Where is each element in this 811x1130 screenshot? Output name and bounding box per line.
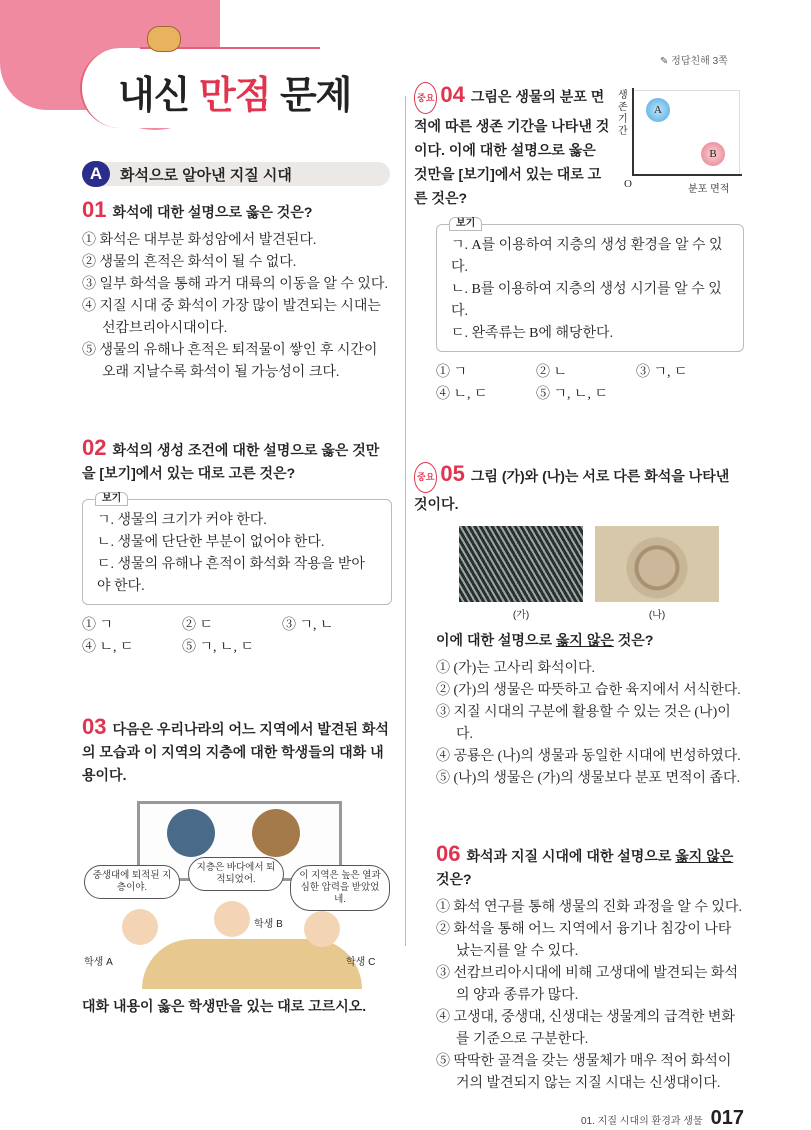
option[interactable]: ③ ㄱ, ㄷ	[636, 365, 688, 380]
footer	[414, 1107, 744, 1130]
option[interactable]: ② 생물의 흔적은 화석이 될 수 없다.	[82, 255, 297, 270]
students-illustration	[82, 797, 390, 989]
point-a: A	[646, 98, 670, 122]
option[interactable]: ③ 지질 시대의 구분에 활용할 수 있는 것은 (나)이다.	[436, 705, 731, 742]
q04-header	[414, 82, 744, 210]
option[interactable]: ④ ㄴ, ㄷ	[82, 640, 134, 655]
q03-question: 대화 내용이 옳은 학생만을 있는 대로 고르시오.	[82, 998, 367, 1014]
speech-bubble-c: 이 지역은 높은 열과 심한 압력을 받았었네.	[290, 865, 390, 911]
q04-bogi-box	[436, 218, 744, 352]
q02-options	[82, 615, 392, 659]
column-divider	[405, 96, 406, 946]
q05-options	[436, 658, 744, 790]
q04-options	[436, 362, 744, 406]
bogi-item: ㄴ. 생물에 단단한 부분이 없어야 한다.	[97, 535, 325, 550]
x-axis-label: 분포 면적	[688, 184, 730, 195]
student-b-label: 학생 B	[254, 919, 283, 930]
option[interactable]: ② ㄷ	[182, 618, 214, 633]
question-03: 03 다음은 우리나라의 어느 지역에서 발견된 화석의 모습과 이 지역의 지층에 대한 학생들의 대화 내용이다.	[82, 714, 389, 783]
page-title: 내신 만점 문제	[118, 75, 352, 117]
question-06: 06 화석과 지질 시대에 대한 설명으로 옳지 않은 것은?	[436, 841, 734, 887]
fern-fossil-image	[459, 526, 583, 602]
option[interactable]: ⑤ 딱딱한 골격을 갖는 생물체가 매우 적어 화석이 거의 발견되지 않는 지질 시대는 신생대이다.	[436, 1054, 732, 1091]
question-01: 01 화석에 대한 설명으로 옳은 것은?	[82, 197, 313, 222]
speech-bubble-a: 중생대에 퇴적된 지층이야.	[84, 865, 180, 899]
section-letter: A	[82, 161, 110, 187]
point-b: B	[701, 142, 725, 166]
option[interactable]: ④ 고생대, 중생대, 신생대는 생물계의 급격한 변화를 기준으로 구분한다.	[436, 1010, 735, 1047]
question-02: 02 화석의 생성 조건에 대한 설명으로 옳은 것만을 [보기]에서 있는 대로 고른 것은?	[82, 435, 380, 481]
left-column	[82, 198, 392, 1018]
question-05: 중요 05 그림 (가)와 (나)는 서로 다른 화석을 나타낸 것이다.	[414, 461, 730, 512]
caption-b: (나)	[648, 610, 666, 621]
right-column	[414, 82, 744, 1130]
option[interactable]: ③ 선캄브리아시대에 비해 고생대에 발견되는 화석의 양과 종류가 많다.	[436, 966, 738, 1003]
footer-chapter: 01. 지질 시대의 환경과 생물	[581, 1116, 703, 1127]
option[interactable]: ② 화석을 통해 어느 지역에서 융기나 침강이 나타났는지를 알 수 있다.	[436, 922, 732, 959]
figure-a	[459, 526, 583, 621]
q04-chart	[618, 86, 744, 194]
option[interactable]: ① ㄱ	[82, 618, 114, 633]
page-number: 017	[710, 1107, 744, 1129]
bogi-item: ㄱ. A를 이용하여 지층의 생성 환경을 알 수 있다.	[451, 238, 723, 275]
bogi-item: ㄱ. 생물의 크기가 커야 한다.	[97, 513, 267, 528]
q05-question: 이에 대한 설명으로 옳지 않은 것은?	[436, 632, 654, 648]
q01-options	[82, 230, 392, 384]
bogi-item: ㄴ. B를 이용하여 지층의 생성 시기를 알 수 있다.	[451, 282, 722, 319]
option[interactable]: ③ ㄱ, ㄴ	[282, 618, 334, 633]
ammonite-fossil-image	[595, 526, 719, 602]
q05-images	[459, 526, 744, 621]
student-c-label: 학생 C	[346, 957, 376, 968]
section-title: 화석으로 알아낸 지질 시대	[120, 167, 292, 184]
caption-a: (가)	[512, 610, 530, 621]
option[interactable]: ① (가)는 고사리 화석이다.	[436, 661, 596, 676]
option[interactable]: ⑤ ㄱ, ㄴ, ㄷ	[182, 640, 255, 655]
option[interactable]: ③ 일부 화석을 통해 과거 대륙의 이동을 알 수 있다.	[82, 277, 388, 292]
y-axis-label: 생존 기간	[618, 90, 628, 137]
option[interactable]: ④ 지질 시대 중 화석이 가장 많이 발견되는 시대는 선캄브리아시대이다.	[82, 299, 381, 336]
option[interactable]: ② (가)의 생물은 따뜻하고 습한 육지에서 서식한다.	[436, 683, 741, 698]
option[interactable]: ① ㄱ	[436, 365, 468, 380]
option[interactable]: ① 화석 연구를 통해 생물의 진화 과정을 알 수 있다.	[436, 900, 742, 915]
figure-b	[595, 526, 719, 621]
option[interactable]: ① 화석은 대부분 화성암에서 발견된다.	[82, 233, 317, 248]
origin-label: O	[624, 178, 632, 190]
bogi-item: ㄷ. 완족류는 B에 해당한다.	[451, 326, 614, 341]
option[interactable]: ⑤ (나)의 생물은 (가)의 생물보다 분포 면적이 좁다.	[436, 771, 741, 786]
question-04: 중요 04 그림은 생물의 분포 면적에 따른 생존 기간을 나타낸 것이다. 이에 대한 설명으로 옳은 것만을 [보기]에서 있는 대로 고른 것은?	[414, 81, 610, 206]
option[interactable]: ⑤ ㄱ, ㄴ, ㄷ	[536, 387, 609, 402]
answer-reference: ✎ 정답친해 3쪽	[660, 56, 728, 67]
bogi-label: 보기	[449, 217, 482, 231]
speech-bubble-b: 지층은 바다에서 퇴적되었어.	[188, 857, 284, 891]
option[interactable]: ④ 공룡은 (나)의 생물과 동일한 시대에 번성하였다.	[436, 749, 741, 764]
q06-options	[436, 897, 744, 1095]
q02-bogi-box	[82, 493, 392, 605]
bogi-item: ㄷ. 생물의 유해나 흔적이 화석화 작용을 받아야 한다.	[97, 557, 365, 594]
option[interactable]: ④ ㄴ, ㄷ	[436, 387, 488, 402]
cat-mascot-icon	[147, 26, 181, 52]
option[interactable]: ⑤ 생물의 유해나 흔적은 퇴적물이 쌓인 후 시간이 오래 지날수록 화석이 될 가능성이 크다.	[82, 343, 378, 380]
bogi-label: 보기	[95, 492, 128, 506]
option[interactable]: ② ㄴ	[536, 365, 568, 380]
student-a-label: 학생 A	[84, 957, 113, 968]
